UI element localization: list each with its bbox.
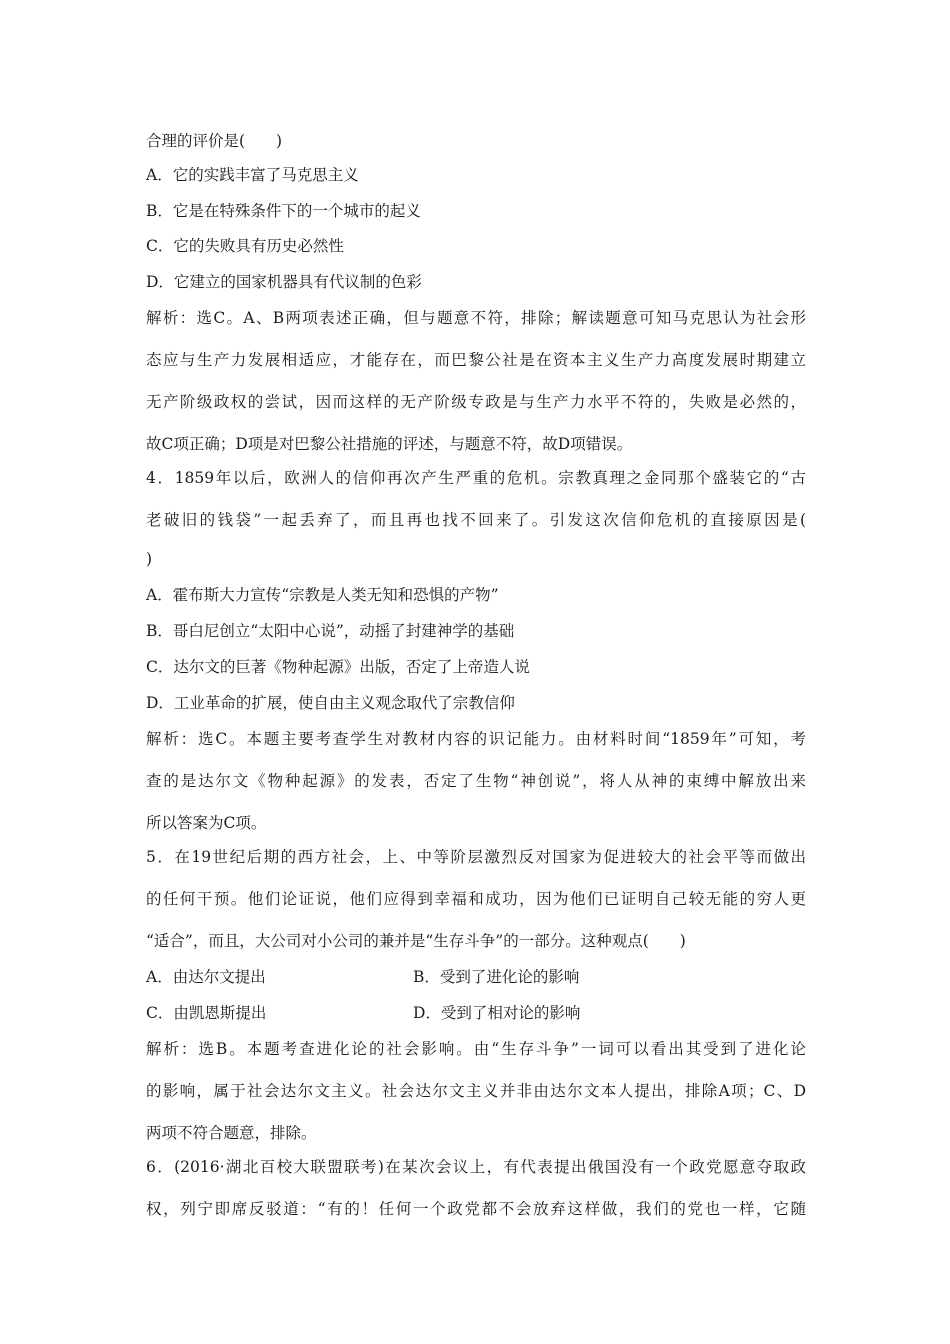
option-d: D．工业革命的扩展，使自由主义观念取代了宗教信仰 xyxy=(146,694,515,712)
option-d: D．受到了相对论的影响 xyxy=(413,1004,581,1022)
explanation-line: 查的是达尔文《物种起源》的发表，否定了生物“神创说”，将人从神的束缚中解放出来 xyxy=(146,772,806,790)
option-d: D．它建立的国家机器具有代议制的色彩 xyxy=(146,273,422,291)
question-6-stem: 6．(2016·湖北百校大联盟联考)在某次会议上，有代表提出俄国没有一个政党愿意夺取政 xyxy=(146,1158,806,1176)
option-c: C．由凯恩斯提出 xyxy=(146,1004,267,1022)
explanation-line: 两项不符合题意，排除。 xyxy=(146,1124,317,1142)
option-a: A．它的实践丰富了马克思主义 xyxy=(146,166,359,184)
option-b: B．受到了进化论的影响 xyxy=(413,968,580,986)
question-5-stem: 5．在19世纪后期的西方社会，上、中等阶层激烈反对国家为促进较大的社会平等而做出 xyxy=(146,848,806,866)
option-a: A．由达尔文提出 xyxy=(146,968,266,986)
explanation-line: 的影响，属于社会达尔文主义。社会达尔文主义并非由达尔文本人提出，排除A项；C、D xyxy=(146,1082,806,1100)
explanation-line: 所以答案为C项。 xyxy=(146,814,267,832)
option-b: B．它是在特殊条件下的一个城市的起义 xyxy=(146,202,421,220)
option-c: C．它的失败具有历史必然性 xyxy=(146,237,344,255)
question-6-stem: 权，列宁即席反驳道：“有的！任何一个政党都不会放弃这样做，我们的党也一样，它随 xyxy=(146,1200,806,1218)
explanation-line: 故C项正确；D项是对巴黎公社措施的评述，与题意不符，故D项错误。 xyxy=(146,435,633,453)
question-stem-continuation: 合理的评价是( ) xyxy=(146,132,283,150)
question-5-stem: “适合”，而且，大公司对小公司的兼并是“生存斗争”的一部分。这种观点( ) xyxy=(146,932,686,950)
option-c: C．达尔文的巨著《物种起源》出版，否定了上帝造人说 xyxy=(146,658,530,676)
question-4-stem: 老破旧的钱袋”一起丢弃了，而且再也找不回来了。引发这次信仰危机的直接原因是( xyxy=(146,511,806,529)
explanation-line: 无产阶级政权的尝试，因而这样的无产阶级专政是与生产力水平不符的，失败是必然的， xyxy=(146,393,806,411)
explanation-line: 态应与生产力发展相适应，才能存在，而巴黎公社是在资本主义生产力高度发展时期建立 xyxy=(146,351,806,369)
question-4-stem: 4．1859年以后，欧洲人的信仰再次产生严重的危机。宗教真理之金同那个盛装它的“古 xyxy=(146,469,806,487)
option-a: A．霍布斯大力宣传“宗教是人类无知和恐惧的产物” xyxy=(146,586,499,604)
question-4-stem: ) xyxy=(146,550,153,568)
question-5-stem: 的任何干预。他们论证说，他们应得到幸福和成功，因为他们已证明自己较无能的穷人更 xyxy=(146,890,806,908)
option-b: B．哥白尼创立“太阳中心说”，动摇了封建神学的基础 xyxy=(146,622,515,640)
explanation-line: 解析：选B。本题考查进化论的社会影响。由“生存斗争”一词可以看出其受到了进化论 xyxy=(146,1040,806,1058)
explanation-line: 解析：选C。本题主要考查学生对教材内容的识记能力。由材料时间“1859年”可知，考 xyxy=(146,730,806,748)
explanation-line: 解析：选C。A、B两项表述正确，但与题意不符，排除；解读题意可知马克思认为社会形 xyxy=(146,309,806,327)
